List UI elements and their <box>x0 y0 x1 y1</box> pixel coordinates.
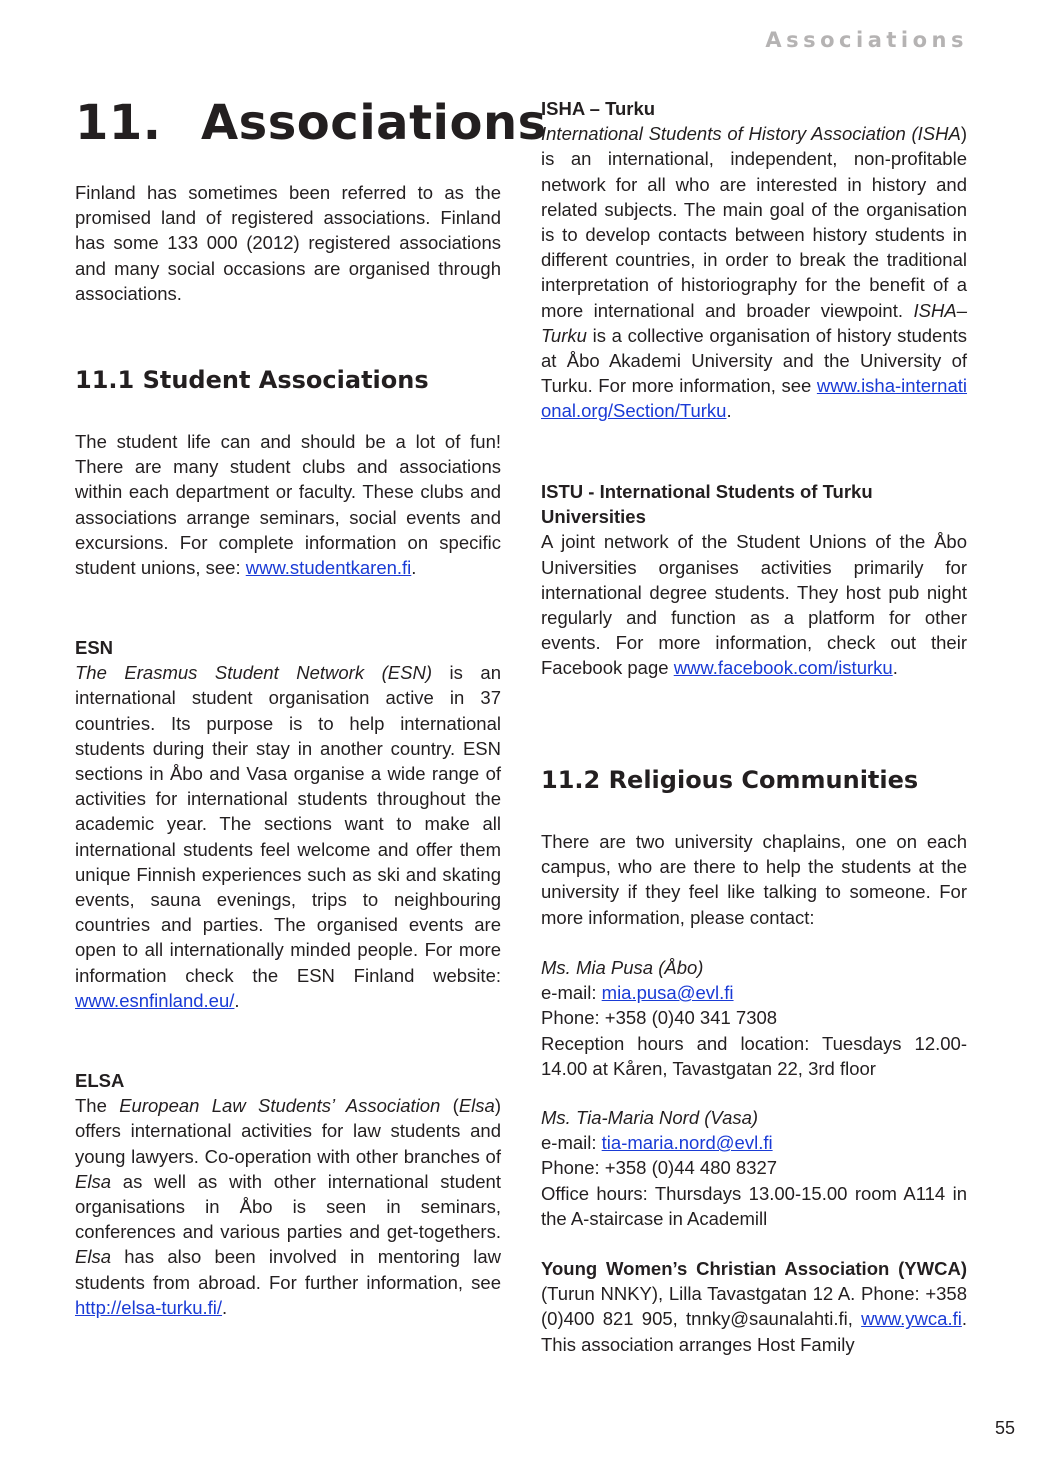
ywca-link[interactable]: www.ywca.fi <box>861 1308 962 1330</box>
elsa-text-4: as well as with other international student organisations in Åbo is seen in seminars, conferences and various parties and get-togethers. <box>75 1170 501 1243</box>
section-heading-student-associations: 11.1 Student Associations <box>75 366 429 394</box>
ywca-end: . This association arranges Host Family <box>541 1308 967 1355</box>
contact-vasa-phone: Phone: +358 (0)44 480 8327 <box>541 1157 778 1179</box>
isha-heading: ISHA – Turku <box>541 98 656 119</box>
esn-heading: ESN <box>75 637 114 658</box>
ywca-heading: Young Women’s Christian Association (YWCA) <box>541 1258 967 1279</box>
elsa-abbr-italic: Elsa <box>458 1095 495 1117</box>
contact-abo-reception: Reception hours and location: Tuesdays 12.00-14.00 at Kåren, Tavastgatan 22, 3rd floor <box>541 1032 967 1079</box>
elsa-text-3: ) offers international activities for law students and young lawyers. Co-operation with other branches of <box>75 1095 501 1167</box>
elsa-text-1: The <box>75 1095 120 1117</box>
isha-paragraph <box>541 96 967 424</box>
contact-vasa-email-label: e-mail: <box>541 1132 602 1154</box>
isha-name-italic: International Students of History Association (ISHA <box>541 123 961 145</box>
chapter-title <box>75 95 547 151</box>
student-associations-text: The student life can and should be a lot of fun! There are many student clubs and associations within each department or faculty. These clubs and associations arrange seminars, social events and excursions. For complete information on specific student unions, see: <box>75 431 501 579</box>
elsa-name-italic: European Law Students’ Association <box>119 1095 441 1117</box>
elsa-heading: ELSA <box>75 1070 125 1091</box>
elsa-link[interactable]: http://elsa-turku.fi/ <box>75 1296 223 1318</box>
contact-abo <box>541 955 967 1081</box>
esn-text: is an international student organisation active in 37 countries. Its purpose is to help international students during their stay in another country. ESN sections in Åbo and Vasa organise a wide range of activities for international students throughout the academic year. The sections want to make all international students feel welcome and offer them unique Finnish experiences such as ski and skating events, sauna evenings, trips to neighbouring countries and parties. The organised events are open to all internationally minded people. For more information check the ESN Finland website: <box>75 662 501 986</box>
contact-vasa-email-link[interactable]: tia-maria.nord@evl.fi <box>601 1132 773 1154</box>
contact-vasa <box>541 1105 967 1231</box>
chapter-title-text: Associations <box>201 95 547 151</box>
istu-link[interactable]: www.facebook.com/isturku <box>673 657 893 679</box>
elsa-text-2: ( <box>440 1095 459 1117</box>
isha-link[interactable]: www.isha-international.org/Section/Turku <box>541 375 967 422</box>
istu-end: . <box>892 657 898 679</box>
contact-abo-phone: Phone: +358 (0)40 341 7308 <box>541 1007 778 1029</box>
elsa-text-5: has also been involved in mentoring law students from abroad. For further information, see <box>75 1246 501 1293</box>
isha-text-1: ) is an international, independent, non-profitable network for all who are interested in history and related subjects. The main goal of the organisation is to develop contacts between history students in different countries, in order to break the traditional interpretation of historiography for the benefit of a more international and broader viewpoint. <box>541 123 967 321</box>
esn-paragraph <box>75 635 501 1013</box>
contact-abo-email-label: e-mail: <box>541 982 602 1004</box>
elsa-abbr-italic-3: Elsa <box>75 1246 111 1268</box>
esn-name: The Erasmus Student Network (ESN) <box>75 662 432 684</box>
isha-end: . <box>726 400 732 422</box>
elsa-paragraph <box>75 1068 501 1320</box>
contact-vasa-name: Ms. Tia-Maria Nord (Vasa) <box>541 1107 759 1128</box>
running-head: Associations <box>765 28 968 52</box>
religious-communities-paragraph: There are two university chaplains, one on each campus, who are there to help the students at the university if they feel like talking to someone. For more information, please contact: <box>541 831 967 928</box>
studentkaren-link[interactable]: www.studentkaren.fi <box>245 557 412 579</box>
contact-abo-name: Ms. Mia Pusa (Åbo) <box>541 957 704 978</box>
student-associations-paragraph <box>75 429 501 580</box>
esn-link[interactable]: www.esnfinland.eu/ <box>75 989 235 1011</box>
contact-vasa-office: Office hours: Thursdays 13.00-15.00 room A114 in the A-staircase in Academill <box>541 1182 967 1229</box>
esn-end: . <box>234 989 240 1011</box>
section-heading-religious-communities: 11.2 Religious Communities <box>541 766 919 794</box>
isha-text-2: is a collective organisation of history students at Åbo Akademi University and the University of Turku. For more information, see <box>541 324 967 397</box>
ywca-paragraph <box>541 1256 967 1357</box>
istu-text: A joint network of the Student Unions of the Åbo Universities organises activities primarily for international degree students. They host pub night regularly and function as a platform for other events. For more information, check out their Facebook page <box>541 531 967 679</box>
contact-abo-email-link[interactable]: mia.pusa@evl.fi <box>601 982 734 1004</box>
isha-turku-italic: ISHA–Turku <box>541 299 967 346</box>
intro-paragraph: Finland has sometimes been referred to as the promised land of registered associations. Finland has some 133 000 (2012) registered associations and many social occasions are organised through associations. <box>75 182 501 304</box>
student-associations-end: . <box>411 557 417 579</box>
page-number: 55 <box>994 1418 1015 1438</box>
istu-paragraph <box>541 479 967 681</box>
elsa-abbr-italic-2: Elsa <box>75 1170 111 1192</box>
ywca-text: (Turun NNKY), Lilla Tavastgatan 12 A. Phone: +358 (0)400 821 905, tnnky@saunalahti.fi, <box>541 1283 967 1330</box>
elsa-end: . <box>222 1296 228 1318</box>
chapter-number: 11. <box>75 95 162 151</box>
istu-heading: ISTU - International Students of Turku Universities <box>541 481 873 528</box>
